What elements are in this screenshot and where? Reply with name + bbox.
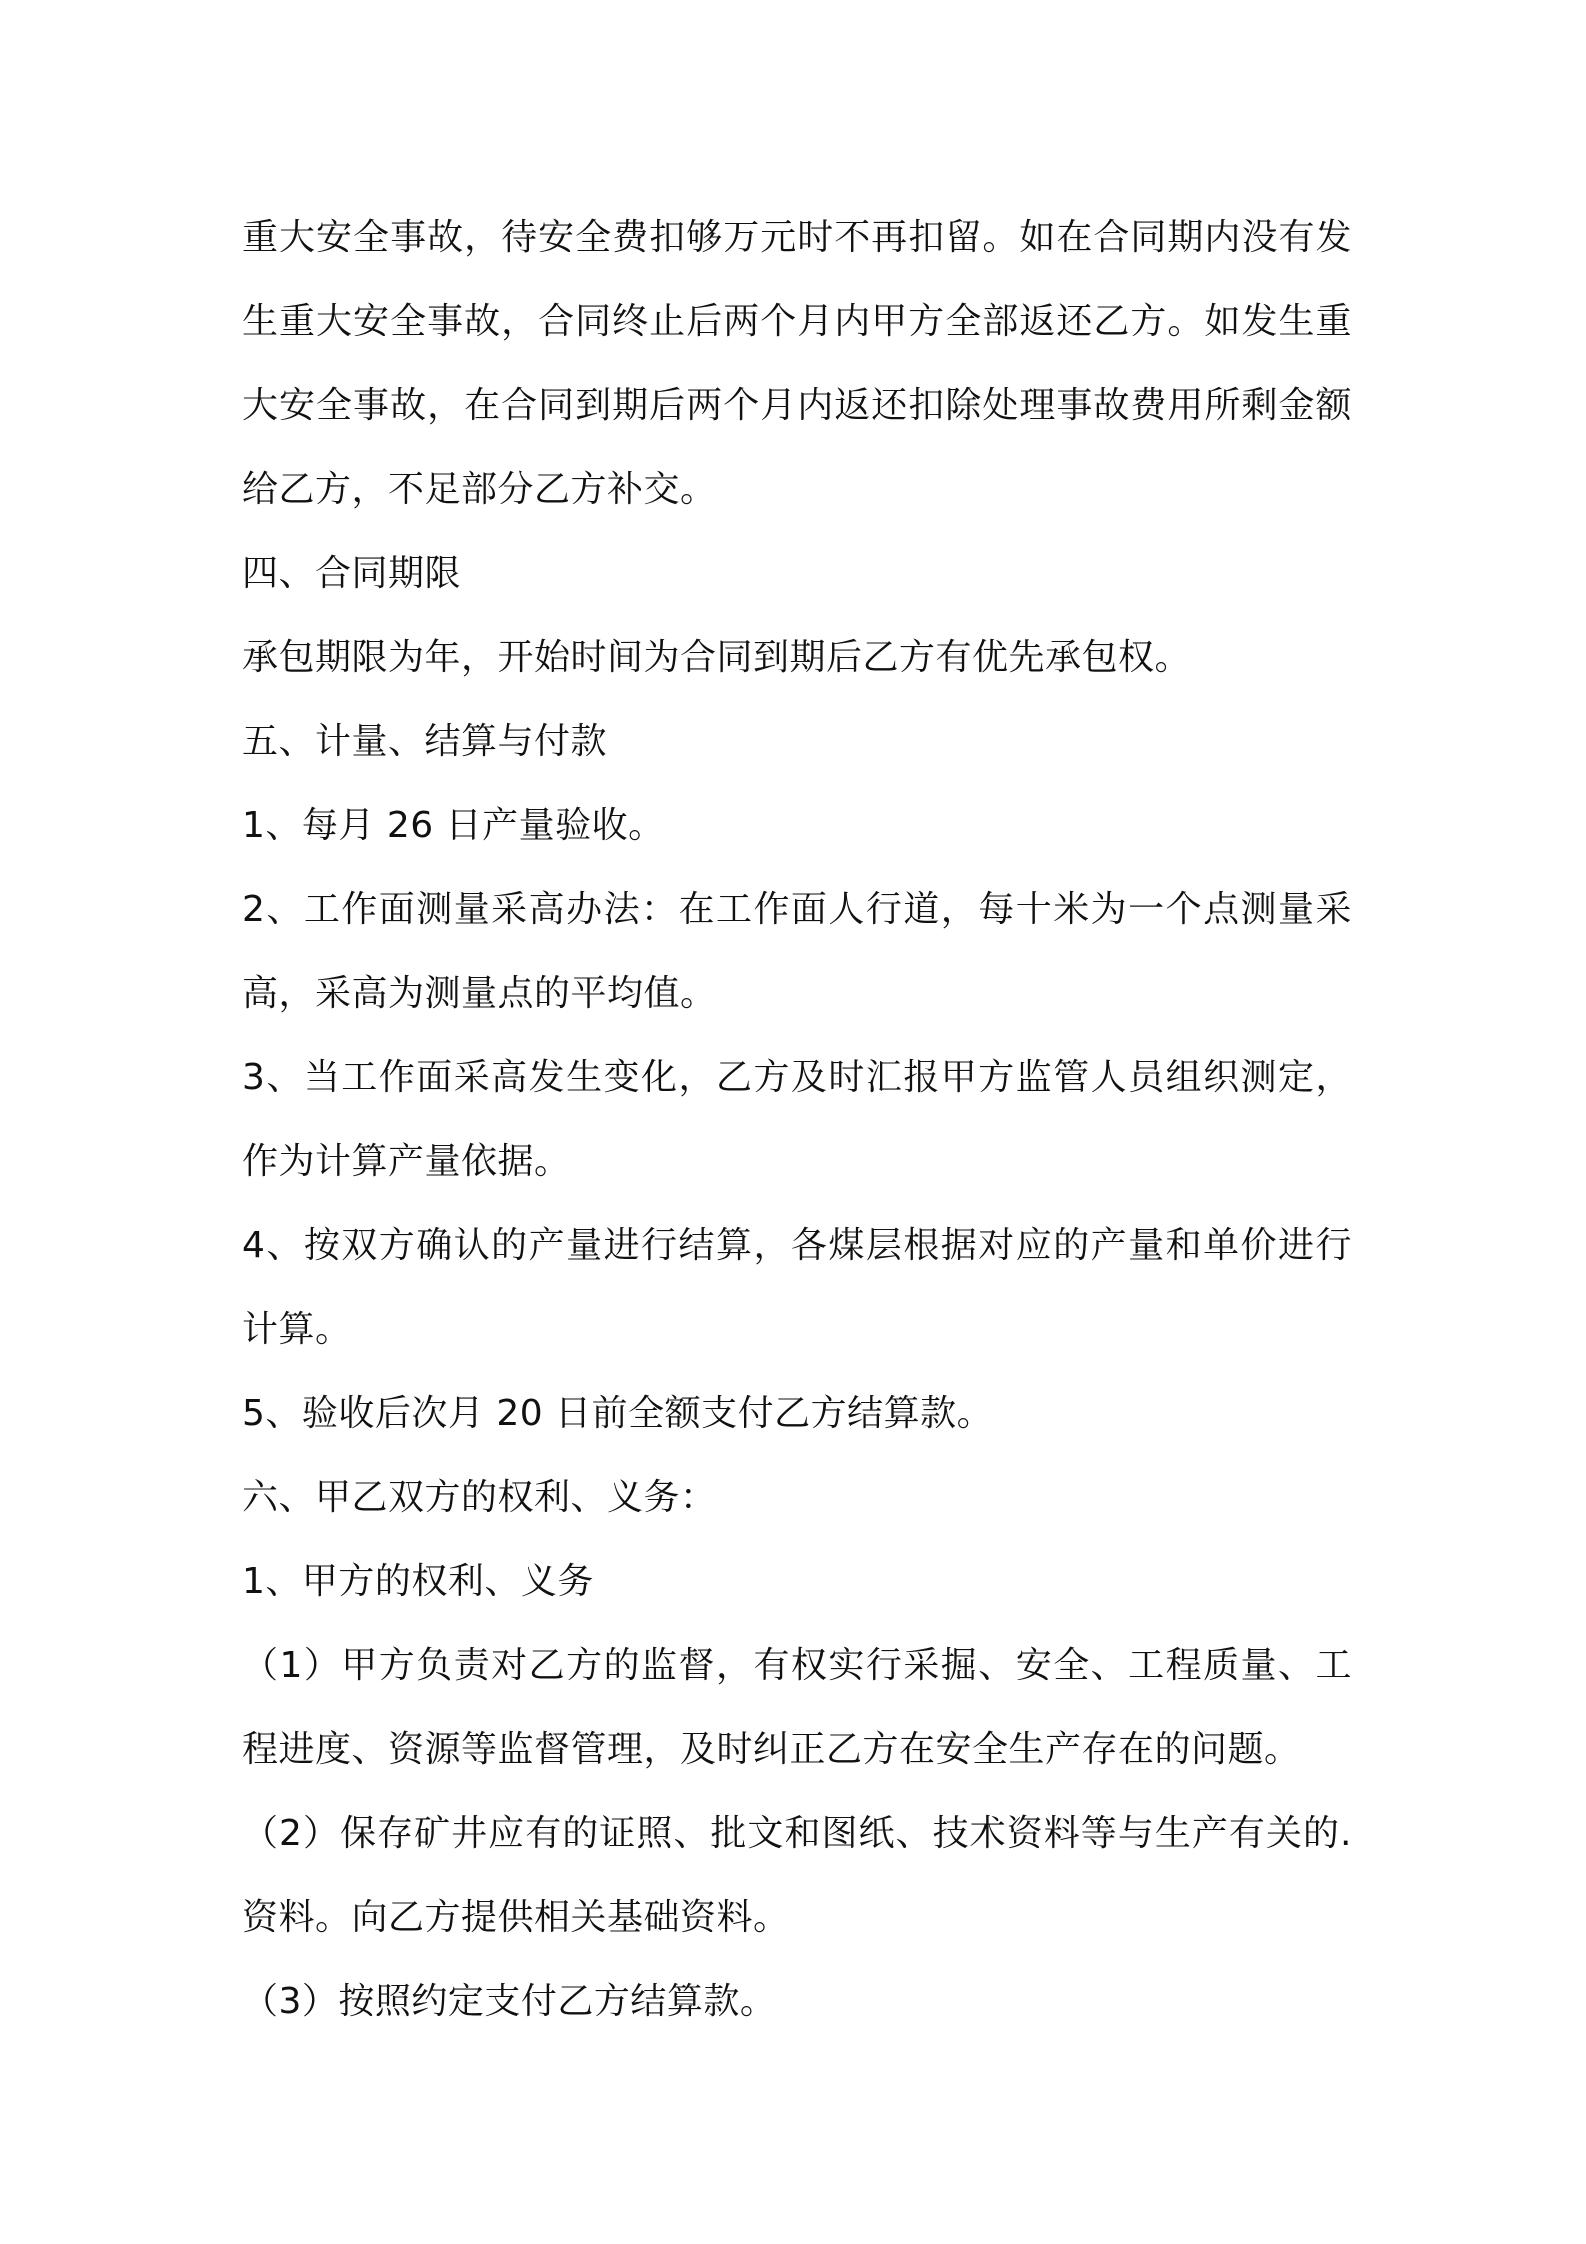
document-body [242, 196, 1352, 2044]
section-heading: 五、计量、结算与付款 [242, 721, 608, 762]
sub-list-item: （1）甲方负责对乙方的监督，有权实行采掘、安全、工程质量、工 [242, 1645, 1352, 1686]
list-item-continuation: 高，采高为测量点的平均值。 [242, 973, 717, 1014]
list-item-continuation: 计算。 [242, 1309, 352, 1350]
list-item: 2、工作面测量采高办法：在工作面人行道，每十米为一个点测量采 [242, 889, 1352, 930]
paragraph-line: 生重大安全事故，合同终止后两个月内甲方全部返还乙方。如发生重 [242, 301, 1352, 342]
paragraph-line: 承包期限为年，开始时间为合同到期后乙方有优先承包权。 [242, 637, 1192, 678]
paragraph-line: 大安全事故，在合同到期后两个月内返还扣除处理事故费用所剩金额 [242, 385, 1352, 426]
sub-list-item: （3）按照约定支付乙方结算款。 [242, 1981, 777, 2022]
list-item: 5、验收后次月 20 日前全额支付乙方结算款。 [242, 1393, 994, 1434]
list-item: 4、按双方确认的产量进行结算，各煤层根据对应的产量和单价进行 [242, 1225, 1352, 1266]
paragraph-line: 重大安全事故，待安全费扣够万元时不再扣留。如在合同期内没有发 [242, 217, 1352, 258]
sub-list-item-continuation: 资料。向乙方提供相关基础资料。 [242, 1897, 790, 1938]
section-heading: 六、甲乙双方的权利、义务： [242, 1477, 717, 1518]
list-item-continuation: 作为计算产量依据。 [242, 1141, 571, 1182]
list-item: 3、当工作面采高发生变化，乙方及时汇报甲方监管人员组织测定， [242, 1057, 1352, 1098]
paragraph-line: 给乙方，不足部分乙方补交。 [242, 469, 717, 510]
subsection-heading: 1、甲方的权利、义务 [242, 1561, 594, 1602]
list-item: 1、每月 26 日产量验收。 [242, 805, 665, 846]
sub-list-item-continuation: 程进度、资源等监督管理，及时纠正乙方在安全生产存在的问题。 [242, 1729, 1301, 1770]
sub-list-item: （2）保存矿井应有的证照、批文和图纸、技术资料等与生产有关的. [242, 1813, 1352, 1854]
section-heading: 四、合同期限 [242, 553, 462, 594]
